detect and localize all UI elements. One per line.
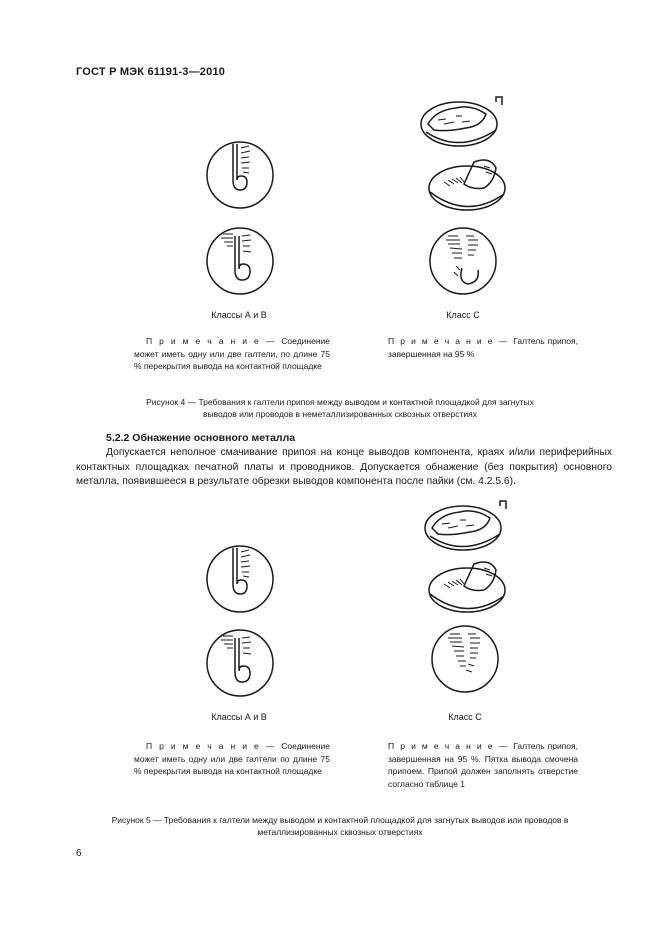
section-title: 5.2.2 Обнажение основного металла [106, 432, 296, 444]
figure4-note-c [388, 335, 578, 360]
document-header: ГОСТ Р МЭК 61191-3—2010 [76, 66, 226, 78]
pad-ab-bottom-illustration [205, 226, 275, 296]
pad-c-middle-illustration [424, 154, 514, 216]
note-lead: П р и м е ч а н и е — [388, 741, 514, 751]
figure5-caption: Рисунок 5 — Требования к галтели между выводом и контактной площадкой для загнутых выводов или проводов в металлизированных сквозных отверстиях [111, 815, 569, 837]
section-paragraph: Допускается неполное смачивание припоя на конце выводов компонента, краях и/или периферийных контактных площадках печатной платы и проводников. Допускается обнажение (без покрытия) основного металла, появившееся в результате обрезки выводов компонента после пайки (см. 4.2.5.6). [76, 447, 612, 487]
note-lead: П р и м е ч а н и е — [146, 336, 282, 346]
pad-c-middle-illustration [424, 556, 514, 618]
note-text: Соединение может иметь одну или две галтели, по длине 75 % перекрытия вывода на контактной площадке [134, 336, 330, 371]
pad-c-bottom-illustration [428, 226, 498, 296]
note-lead: П р и м е ч а н и е — [388, 336, 514, 346]
pad-ab-top-illustration [205, 140, 275, 210]
figure5-note-c [388, 740, 578, 790]
figure5-label-class-c: Класс С [448, 712, 482, 722]
figure4-caption: Рисунок 4 — Требования к галтели припоя между выводом и контактной площадкой для загнутых выводов или проводов в неметаллизированных сквозных отверстиях [146, 397, 534, 419]
note-lead: П р и м е ч а н и е — [146, 741, 282, 751]
figure5-label-class-ab: Классы А и В [211, 712, 267, 722]
pad-c-top-illustration [420, 496, 510, 556]
note-text: Галтель припоя, завершенная на 95 % [388, 336, 578, 359]
pad-c-bottom-illustration [430, 624, 500, 694]
figure4-note-ab [134, 335, 330, 373]
note-text: Соединение может иметь одну или две галтели по длине 75 % перекрытия вывода на контактной площадке [134, 741, 330, 776]
note-text: Галтель припоя, завершенная на 95 %. Пятка вывода смочена припоем. Припой должен заполнять отверстие согласно таблице 1 [388, 741, 578, 789]
figure4-label-class-ab: Классы А и В [211, 310, 267, 320]
figure5-note-ab [134, 740, 330, 778]
pad-c-top-illustration [416, 92, 506, 152]
page-number: 6 [76, 848, 82, 859]
pad-ab-bottom-illustration [205, 628, 275, 698]
figure4-label-class-c: Класс С [446, 310, 480, 320]
pad-ab-top-illustration [205, 544, 275, 614]
